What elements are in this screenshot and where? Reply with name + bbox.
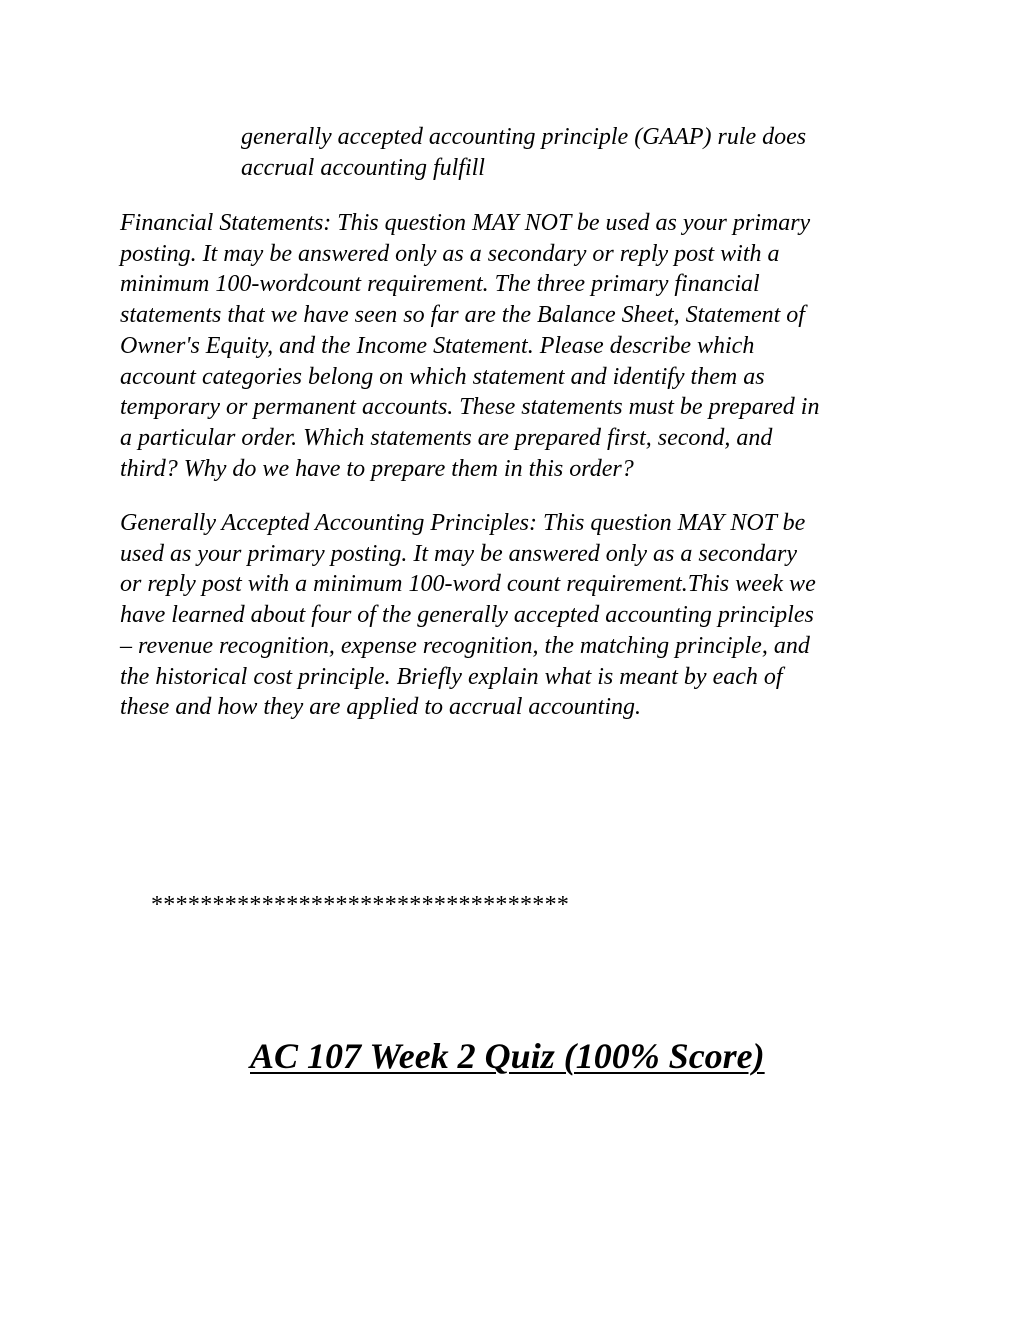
paragraph-line: posting. It may be answered only as a secondary or reply post with a xyxy=(120,240,780,267)
gaap-paragraph xyxy=(120,508,920,723)
paragraph-line: minimum 100-wordcount requirement. The three primary financial xyxy=(120,271,760,298)
intro-paragraph xyxy=(241,122,921,183)
paragraph-line: a particular order. Which statements are prepared first, second, and xyxy=(120,424,773,451)
paragraph-line: third? Why do we have to prepare them in this order? xyxy=(120,455,634,482)
paragraph-line: – revenue recognition, expense recognition, the matching principle, and xyxy=(120,632,810,659)
paragraph-line: Generally Accepted Accounting Principles: This question MAY NOT be xyxy=(120,510,806,536)
financial-statements-paragraph xyxy=(120,208,920,484)
paragraph-line: have learned about four of the generally accepted accounting principles xyxy=(120,602,814,629)
intro-line: generally accepted accounting principle (GAAP) rule does xyxy=(241,124,807,150)
paragraph-line: temporary or permanent accounts. These statements must be prepared in xyxy=(120,394,820,421)
paragraph-line: Owner's Equity, and the Income Statement. Please describe which xyxy=(120,332,755,359)
paragraph-line: used as your primary posting. It may be answered only as a secondary xyxy=(120,540,798,567)
section-heading: AC 107 Week 2 Quiz (100% Score) xyxy=(250,1036,765,1076)
asterisk-separator: ********************************** xyxy=(151,892,570,918)
paragraph-line: Financial Statements: This question MAY NOT be used as your primary xyxy=(120,210,811,236)
paragraph-line: these and how they are applied to accrual accounting. xyxy=(120,694,642,721)
paragraph-line: account categories belong on which statement and identify them as xyxy=(120,363,765,390)
paragraph-line: or reply post with a minimum 100-word count requirement.This week we xyxy=(120,571,816,598)
paragraph-line: the historical cost principle. Briefly explain what is meant by each of xyxy=(120,663,783,690)
paragraph-line: statements that we have seen so far are the Balance Sheet, Statement of xyxy=(120,302,805,329)
intro-line: accrual accounting fulfill xyxy=(241,154,485,181)
